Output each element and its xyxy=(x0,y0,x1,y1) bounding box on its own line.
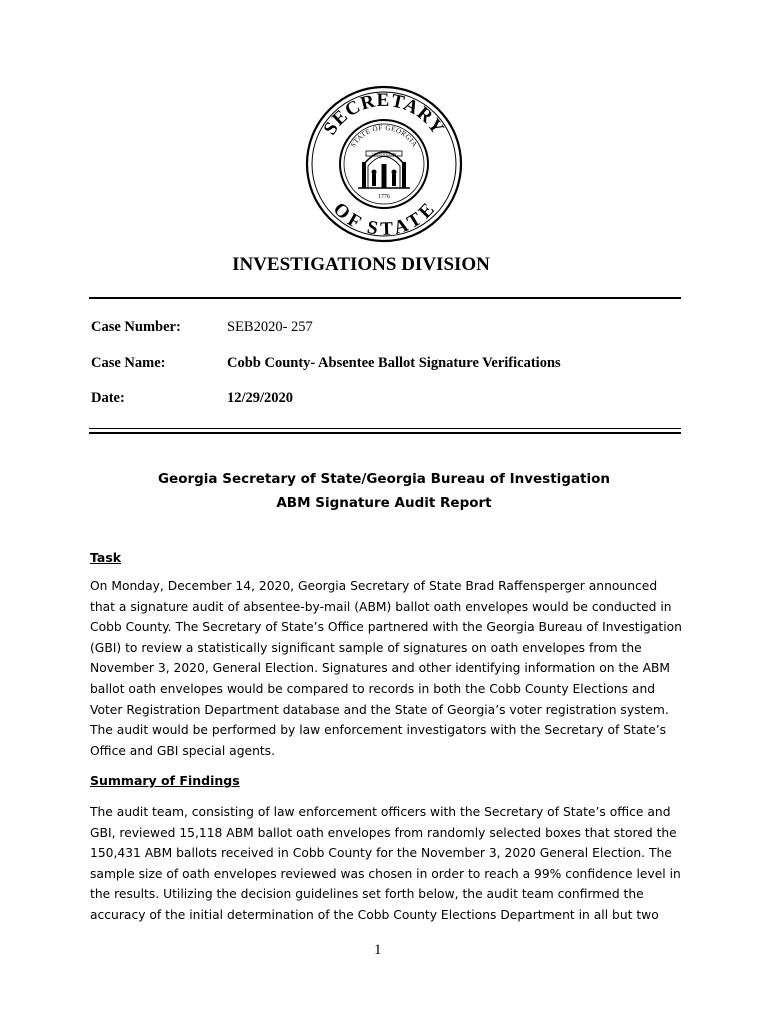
task-line: that a signature audit of absentee-by-mail (ABM) ballot oath envelopes would be conducted in xyxy=(90,599,672,614)
svg-text:OF STATE xyxy=(329,199,440,240)
case-name-value: Cobb County- Absentee Ballot Signature Verifications xyxy=(227,355,561,371)
task-paragraph xyxy=(90,576,690,761)
seal-text-inner: STATE OF GEORGIA xyxy=(349,123,419,149)
task-line: On Monday, December 14, 2020, Georgia Secretary of State Brad Raffensperger announced xyxy=(90,579,658,593)
task-line: Cobb County. The Secretary of State’s Office partnered with the Georgia Bureau of Investigation xyxy=(90,620,682,635)
summary-line: The audit team, consisting of law enforcement officers with the Secretary of State’s office and xyxy=(90,805,671,819)
top-divider xyxy=(89,297,681,299)
bottom-divider-thick xyxy=(89,432,681,434)
report-title-line-2: ABM Signature Audit Report xyxy=(276,495,492,511)
task-line: November 3, 2020, General Election. Signatures and other identifying information on the ABM xyxy=(90,661,671,676)
summary-line: sample size of oath envelopes reviewed was chosen in order to reach a 99% confidence level in xyxy=(90,866,681,881)
case-number-label: Case Number: xyxy=(91,319,181,335)
summary-line: GBI, reviewed 15,118 ABM ballot oath envelopes from randomly selected boxes that stored the xyxy=(90,825,677,840)
case-date-value: 12/29/2020 xyxy=(227,390,294,406)
seal-text-bottom: OF STATE xyxy=(328,198,440,240)
secretary-of-state-seal xyxy=(304,84,464,244)
seal-banner: CONSTITUTION xyxy=(371,152,397,156)
division-title: INVESTIGATIONS DIVISION xyxy=(232,254,490,275)
task-line: (GBI) to review a statistically significant sample of signatures on oath envelopes from the xyxy=(90,640,642,655)
task-line: Office and GBI special agents. xyxy=(90,743,275,758)
seal-year: 1776 xyxy=(378,194,390,200)
case-number-value: SEB2020- 257 xyxy=(227,319,313,335)
case-name-label: Case Name: xyxy=(91,355,166,371)
task-line: ballot oath envelopes would be compared to records in both the Cobb County Elections and xyxy=(90,681,656,696)
task-line: Voter Registration Department database and the State of Georgia’s voter registration system. xyxy=(90,702,669,717)
task-heading: Task xyxy=(90,550,122,565)
task-line: The audit would be performed by law enforcement investigators with the Secretary of State’s xyxy=(90,723,667,738)
seal-text-top: SECRETARY xyxy=(319,89,449,139)
summary-line: the results. Utilizing the decision guidelines set forth below, the audit team confirmed the xyxy=(90,887,644,902)
summary-heading: Summary of Findings xyxy=(90,773,240,788)
report-title-line-1: Georgia Secretary of State/Georgia Bureau of Investigation xyxy=(157,471,611,487)
summary-line: 150,431 ABM ballots received in Cobb County for the November 3, 2020 General Election. The xyxy=(90,846,672,861)
bottom-divider-thin xyxy=(89,428,681,429)
summary-line: accuracy of the initial determination of the Cobb County Elections Department in all but two xyxy=(90,907,659,922)
page-number: 1 xyxy=(374,942,382,958)
summary-paragraph xyxy=(90,802,690,926)
case-date-label: Date: xyxy=(91,390,125,406)
